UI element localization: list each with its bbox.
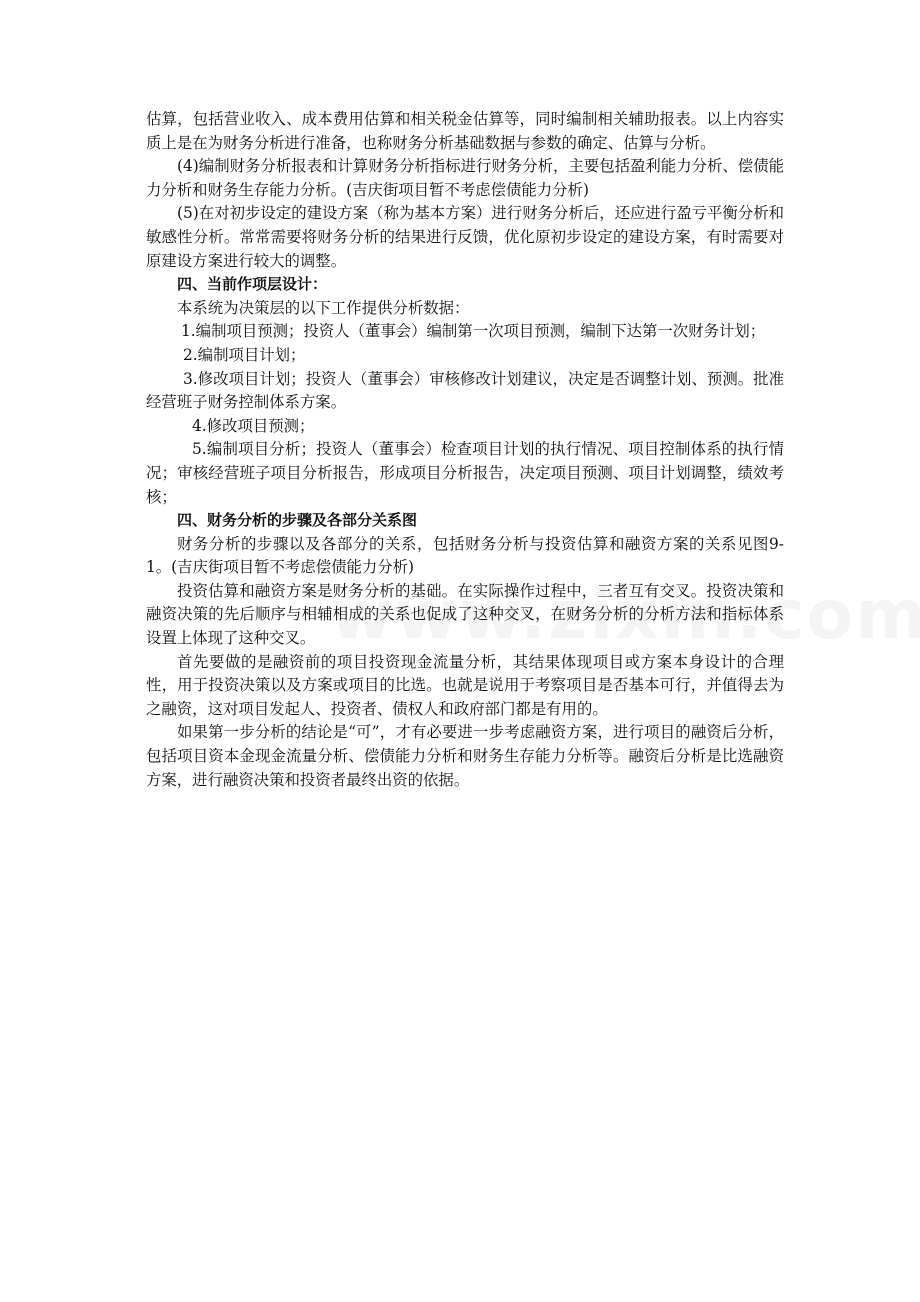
paragraph-step-4: (4)编制财务分析报表和计算财务分析指标进行财务分析，主要包括盈利能力分析、偿债能力分析和财务生存能力分析。(吉庆街项目暂不考虑偿债能力分析) bbox=[146, 157, 784, 199]
list-item-2: 2.编制项目计划； bbox=[183, 345, 306, 364]
list-item-5: 5.编制项目分析；投资人（董事会）检查项目计划的执行情况、项目控制体系的执行情况；审核经营班子项目分析报告，形成项目分析报告，决定项目预测、项目计划调整，绩效考核； bbox=[146, 440, 784, 506]
list-item-1: 1.编制项目预测；投资人（董事会）编制第一次项目预测，编制下达第一次财务计划； bbox=[181, 322, 766, 341]
paragraph-estimation-continued: 估算，包括营业收入、成本费用估算和相关税金估算等，同时编制相关辅助报表。以上内容实质上是在为财务分析进行准备，也称财务分析基础数据与参数的确定、估算与分析。 bbox=[146, 110, 784, 152]
section-heading-analysis-steps: 四、财务分析的步骤及各部分关系图 bbox=[177, 511, 418, 530]
paragraph-post-financing-analysis: 如果第一步分析的结论是“可”，才有必要进一步考虑融资方案，进行项目的融资后分析，包括项目资本金现金流量分析、偿债能力分析和财务生存能力分析等。融资后分析是比选融资方案，进行融资决策和投资者最终出资的依据。 bbox=[146, 723, 784, 789]
section-heading-top-level-design: 四、当前作项层设计： bbox=[177, 275, 328, 294]
paragraph-system-intro: 本系统为决策层的以下工作提供分析数据： bbox=[177, 298, 470, 317]
paragraph-pre-financing-analysis: 首先要做的是融资前的项目投资现金流量分析，其结果体现项目或方案本身设计的合理性，用于投资决策以及方案或项目的比选。也就是说用于考察项目是否基本可行，并值得去为之融资，这对项目发起人、投资者、债权人和政府部门都是有用的。 bbox=[146, 652, 784, 718]
paragraph-foundation: 投资估算和融资方案是财务分析的基础。在实际操作过程中，三者互有交叉。投资决策和融资决策的先后顺序与相辅相成的关系也促成了这种交叉，在财务分析的分析方法和指标体系设置上体现了这种交叉。 bbox=[146, 581, 784, 648]
paragraph-steps-relationship: 财务分析的步骤以及各部分的关系，包括财务分析与投资估算和融资方案的关系见图9-1。(吉庆街项目暂不考虑偿债能力分析) bbox=[146, 534, 784, 577]
list-item-4: 4.修改项目预测； bbox=[192, 416, 315, 435]
list-item-3: 3.修改项目计划；投资人（董事会）审核修改计划建议，决定是否调整计划、预测。批准经营班子财务控制体系方案。 bbox=[146, 369, 784, 412]
document-body bbox=[146, 108, 784, 792]
paragraph-step-5: (5)在对初步设定的建设方案（称为基本方案）进行财务分析后，还应进行盈亏平衡分析和敏感性分析。常常需要将财务分析的结果进行反馈，优化原初步设定的建设方案，有时需要对原建设方案进行较大的调整。 bbox=[146, 204, 784, 270]
